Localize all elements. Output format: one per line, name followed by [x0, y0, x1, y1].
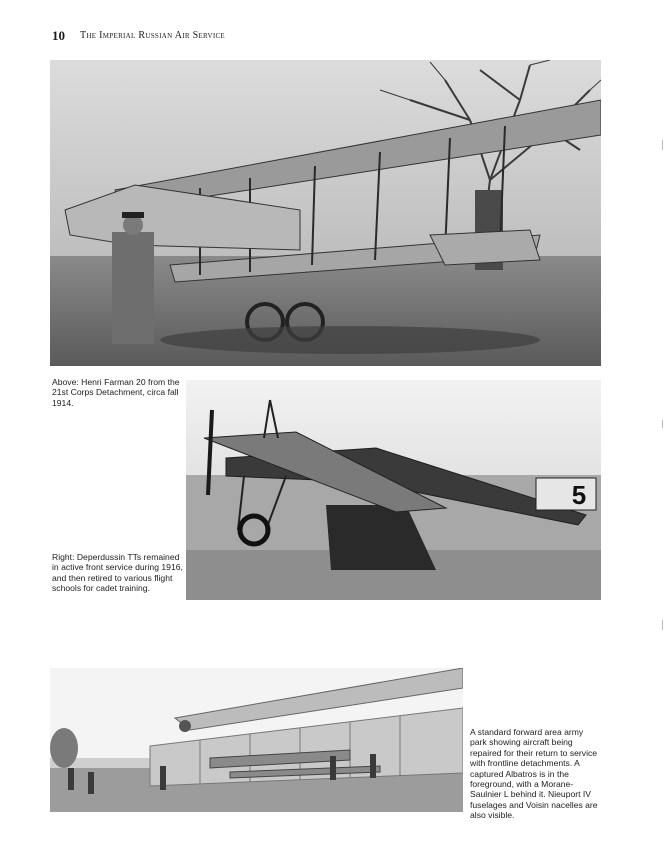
fuselage-number: 5: [571, 480, 587, 510]
photo-deperdussin: [186, 380, 601, 600]
edge-mark: [662, 140, 663, 150]
edge-mark: [662, 420, 663, 428]
photo-army-park: [50, 668, 463, 812]
caption-deperdussin: Right: Deperdussin TTs remained in active front service during 1916, and then retired to various flight schools for cadet training.: [52, 552, 183, 594]
caption-henri-farman: Above: Henri Farman 20 from the 21st Corps Detachment, circa fall 1914.: [52, 377, 180, 408]
photo-henri-farman: [50, 60, 601, 366]
caption-army-park: A standard forward area army park showing aircraft being repaired for their return to service with frontline detachments. A captured Albatros is in the foreground, with a Morane-Saulnier L behind it. Nieuport IV fuselages and Voisin nacelles are also visible.: [470, 727, 598, 821]
edge-mark: [662, 620, 663, 630]
page-number: 10: [52, 28, 65, 43]
running-title: The Imperial Russian Air Service: [80, 30, 225, 41]
